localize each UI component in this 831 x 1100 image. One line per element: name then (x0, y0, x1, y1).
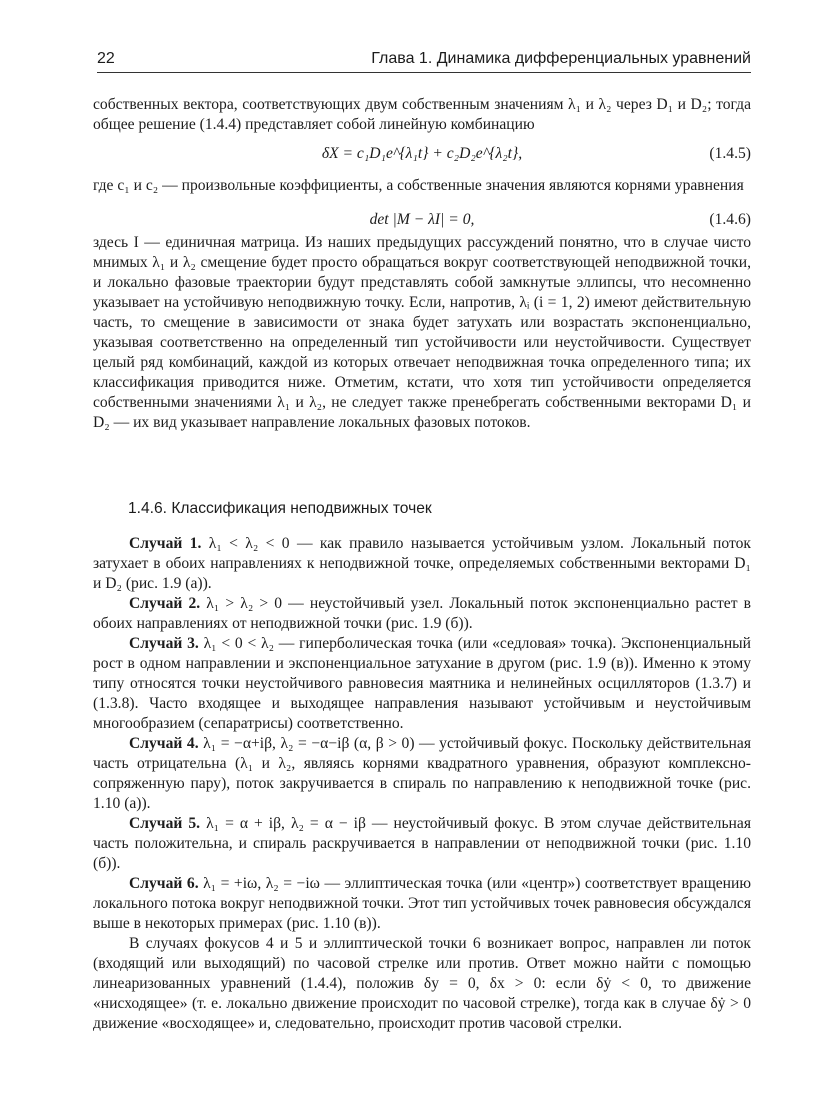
intro-paragraph-b: где c₁ и c₂ — произвольные коэффициенты, а собственные значения являются корнями уравнения (93, 177, 744, 194)
closing-paragraph: В случаях фокусов 4 и 5 и эллиптической точки 6 возникает вопрос, направлен ли поток (входящий или выходящий) по часовой стрелке или против. Ответ можно найти с помощью линеаризованных уравнений (1.4.4), положив δy = 0, δx > 0: если δẏ < 0, то движение «нисходящее» (т. е. локально движение происходит по часовой стрелке), тогда как в случае δẏ > 0 движение «восходящее» и, следовательно, происходит против часовой стрелки. (93, 935, 751, 1032)
equation-1-4-5 (93, 145, 751, 169)
case-label: Случай 4. (129, 735, 199, 752)
case-text: λ₁ = +iω, λ₂ = −iω — эллиптическая точка (или «центр») соответствует вращению локального потока вокруг неподвижной точки. Этот тип устойчивых точек равновесия обсуждался выше в некоторых примерах (рис. 1.10 (в)). (93, 875, 751, 932)
intro-paragraph-c: здесь I — единичная матрица. Из наших предыдущих рассуждений понятно, что в случае чисто мнимых λ₁ и λ₂ смещение будет просто обращаться вокруг соответствующей неподвижной точки, и локально фазовые траектории будут представлять собой замкнутые эллипсы, что несомненно указывает на устойчивую неподвижную точку. Если, напротив, λᵢ (i = 1, 2) имеют действительную часть, то смещение в зависимости от знака будет затухать или возрастать экспоненциально, указывая соответственно на определенный тип устойчивости или неустойчивости. Существует целый ряд комбинаций, каждой из которых отвечает неподвижная точка определенного типа; их классификация приводится ниже. Отметим, кстати, что хотя тип устойчивости определяется собственными значениями λ₁ и λ₂, не следует также пренебрегать собственными векторами D₁ и D₂ — их вид указывает направление локальных фазовых потоков. (93, 234, 751, 431)
case-label: Случай 6. (129, 875, 199, 892)
case-text: λ₁ > λ₂ > 0 — неустойчивый узел. Локальный поток экспоненциально растет в обоих направлениях от неподвижной точки (рис. 1.9 (б)). (93, 595, 751, 632)
case-paragraph (93, 874, 751, 934)
equation-formula: δX = c₁D₁e^{λ₁t} + c₂D₂e^{λ₂t}, (321, 145, 523, 162)
case-label: Случай 5. (129, 815, 201, 832)
case-label: Случай 1. (129, 535, 202, 552)
page-number: 22 (97, 50, 115, 67)
case-paragraph (93, 634, 751, 734)
chapter-title: Глава 1. Динамика дифференциальных уравнений (371, 50, 751, 67)
cases-list (93, 534, 751, 1034)
equation-number: (1.4.5) (709, 145, 751, 162)
case-paragraph (93, 734, 751, 814)
intro-paragraph-a: собственных вектора, соответствующих двум собственным значениям λ₁ и λ₂ через D₁ и D₂; тогда общее решение (1.4.4) представляет собой линейную комбинацию (93, 96, 751, 133)
case-text: λ₁ < λ₂ < 0 — как правило называется устойчивым узлом. Локальный поток затухает в обоих направлениях к неподвижной точке, определяемых собственными векторами D₁ и D₂ (рис. 1.9 (а)). (93, 535, 751, 592)
case-text: λ₁ < 0 < λ₂ — гиперболическая точка (или «седловая» точка). Экспоненциальный рост в одном направлении и экспоненциальное затухание в другом (рис. 1.9 (в)). Именно к этому типу относятся точки неустойчивого равновесия маятника и нелинейных осцилляторов (1.3.7) и (1.3.8). Часто входящее и выходящее направления называют устойчивым и неустойчивым многообразием (сепаратрисы) соответственно. (93, 635, 751, 732)
case-paragraph (93, 594, 751, 634)
equation-number: (1.4.6) (709, 211, 751, 228)
equation-1-4-6 (93, 211, 751, 235)
equation-formula: det |M − λI| = 0, (369, 211, 475, 228)
section-heading: 1.4.6. Классификация неподвижных точек (128, 500, 432, 517)
running-header (97, 50, 751, 73)
case-paragraph (93, 534, 751, 594)
case-label: Случай 3. (129, 635, 199, 652)
case-text: λ₁ = −α+iβ, λ₂ = −α−iβ (α, β > 0) — устойчивый фокус. Поскольку действительная часть отрицательна (λ₁ и λ₂, являясь корнями квадратного уравнения, образуют комплексно-сопряженную пару), поток закручивается в спираль по направлению к неподвижной точке (рис. 1.10 (а)). (93, 735, 751, 812)
case-label: Случай 2. (129, 595, 201, 612)
case-paragraph (93, 814, 751, 874)
case-text: λ₁ = α + iβ, λ₂ = α − iβ — неустойчивый фокус. В этом случае действительная часть положительна, и спираль раскручивается в направлении от неподвижной точки (рис. 1.10 (б)). (93, 815, 751, 872)
